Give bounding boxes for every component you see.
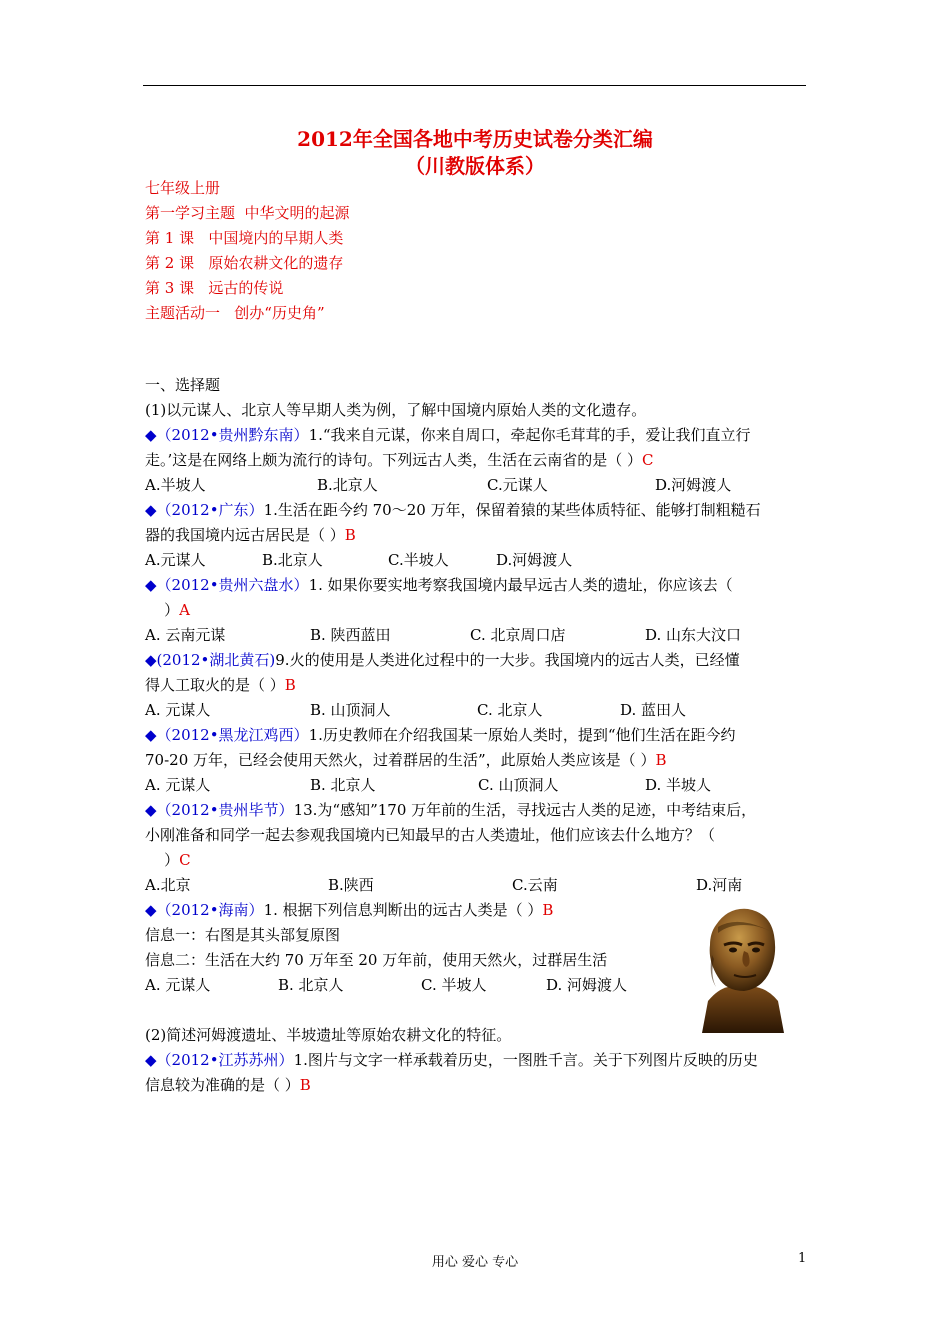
page-footer: 用心 爱心 专心 <box>431 1255 519 1270</box>
answer-options <box>145 873 810 898</box>
option: A.北京 <box>145 876 191 894</box>
option: B. 北京人 <box>310 776 376 794</box>
option: D. 河姆渡人 <box>546 976 628 994</box>
question-line: ◆（2012•贵州毕节）13.为“感知”170 万年前的生活，寻找远古人类的足迹，中考结束后， <box>145 801 757 819</box>
option: C. 北京人 <box>477 701 543 719</box>
option: C.半坡人 <box>388 551 449 569</box>
question-source: ◆（2012•海南） <box>145 901 264 919</box>
toc-item: 第一学习主题 中华文明的起源 <box>145 204 350 222</box>
page-number: 1 <box>798 1251 807 1266</box>
question-source: ◆（2012•贵州毕节） <box>145 801 294 819</box>
option: A.半坡人 <box>145 476 206 494</box>
option: A. 云南元谋 <box>145 626 226 644</box>
answer-options <box>145 698 810 723</box>
peking-man-bust-image <box>688 905 796 1035</box>
question-source: ◆（2012•贵州六盘水） <box>145 576 309 594</box>
option: A. 元谋人 <box>145 776 211 794</box>
answer-options <box>145 773 810 798</box>
option: D.河姆渡人 <box>496 551 573 569</box>
answer-mark: B <box>284 676 296 694</box>
table-of-contents <box>145 176 350 326</box>
answer-mark: C <box>179 851 191 869</box>
question-line: 70-20 万年，已经会使用天然火，过着群居的生活”，此原始人类应该是（ ）B <box>145 751 667 769</box>
question-line: ◆（2012•广东）1.生活在距今约 70～20 万年，保留着猿的某些体质特征、能够打制粗糙石 <box>145 501 761 519</box>
option: A.元谋人 <box>145 551 206 569</box>
option: B.北京人 <box>262 551 323 569</box>
answer-mark: A <box>179 601 190 619</box>
option: B. 山顶洞人 <box>310 701 391 719</box>
toc-item: 第 3 课 远古的传说 <box>145 279 284 297</box>
toc-item: 主题活动一 创办“历史角” <box>145 304 325 322</box>
option: A. 元谋人 <box>145 976 211 994</box>
question-source: ◆（2012•贵州黔东南） <box>145 426 309 444</box>
option: D. 蓝田人 <box>620 701 687 719</box>
question-line: ）C <box>145 851 191 869</box>
answer-options <box>145 623 810 648</box>
question-info: 信息二：生活在大约 70 万年至 20 万年前，使用天然火，过群居生活 <box>145 951 608 969</box>
question-line: ◆（2012•贵州六盘水）1. 如果你要实地考察我国境内最早远古人类的遗址，你应该去（ <box>145 576 733 594</box>
question-info: 信息一：右图是其头部复原图 <box>145 926 341 944</box>
answer-mark: B <box>299 1076 311 1094</box>
option: B. 陕西蓝田 <box>310 626 391 644</box>
option: C. 半坡人 <box>421 976 487 994</box>
header-rule <box>143 85 806 86</box>
document-title: 2012年全国各地中考历史试卷分类汇编 <box>297 127 653 151</box>
option: C. 北京周口店 <box>470 626 566 644</box>
option: D.河姆渡人 <box>655 476 732 494</box>
option: A. 元谋人 <box>145 701 211 719</box>
option: D. 半坡人 <box>645 776 712 794</box>
option: C.云南 <box>512 876 558 894</box>
option: C. 山顶洞人 <box>478 776 559 794</box>
answer-options <box>145 473 810 498</box>
question-source: ◆（2012•广东） <box>145 501 264 519</box>
topic-heading: (1)以元谋人、北京人等早期人类为例，了解中国境内原始人类的文化遗存。 <box>145 401 647 419</box>
question-line: ◆(2012•湖北黄石)9.火的使用是人类进化过程中的一大步。我国境内的远古人类，已经懂 <box>145 651 740 669</box>
question-line: 信息较为准确的是（ ）B <box>145 1076 311 1094</box>
question-line: 得人工取火的是（ ）B <box>145 676 296 694</box>
answer-mark: C <box>642 451 654 469</box>
question-source: ◆（2012•黑龙江鸡西） <box>145 726 309 744</box>
option: C.元谋人 <box>487 476 548 494</box>
document-subtitle: （川教版体系） <box>405 154 545 178</box>
option: D. 山东大汶口 <box>645 626 742 644</box>
answer-mark: B <box>542 901 554 919</box>
option: B.北京人 <box>317 476 378 494</box>
answer-options <box>145 548 810 573</box>
toc-item: 七年级上册 <box>145 179 221 197</box>
question-line: 小刚准备和同学一起去参观我国境内已知最早的古人类遗址，他们应该去什么地方？（ <box>145 826 716 844</box>
option: B.陕西 <box>328 876 374 894</box>
answer-mark: B <box>344 526 356 544</box>
option: D.河南 <box>696 876 743 894</box>
question-line: 器的我国境内远古居民是（ ）B <box>145 526 356 544</box>
question-source: ◆（2012•江苏苏州） <box>145 1051 294 1069</box>
question-line: ◆（2012•海南）1. 根据下列信息判断出的远古人类是（ ）B <box>145 901 554 919</box>
section-title: 一、选择题 <box>145 376 221 394</box>
topic-heading: (2)简述河姆渡遗址、半坡遗址等原始农耕文化的特征。 <box>145 1026 512 1044</box>
toc-item: 第 1 课 中国境内的早期人类 <box>145 229 344 247</box>
option: B. 北京人 <box>278 976 344 994</box>
question-line: ）A <box>145 601 190 619</box>
question-line: ◆（2012•黑龙江鸡西）1.历史教师在介绍我国某一原始人类时，提到“他们生活在距今约 <box>145 726 736 744</box>
answer-mark: B <box>655 751 667 769</box>
question-line: ◆（2012•江苏苏州）1.图片与文字一样承载着历史，一图胜千言。关于下列图片反映的历史 <box>145 1051 758 1069</box>
question-line: 走。’这是在网络上颇为流行的诗句。下列远古人类，生活在云南省的是（ ）C <box>145 451 654 469</box>
toc-item: 第 2 课 原始农耕文化的遗存 <box>145 254 344 272</box>
question-source: ◆(2012•湖北黄石) <box>145 651 276 669</box>
question-line: ◆（2012•贵州黔东南）1.“我来自元谋，你来自周口，牵起你毛茸茸的手，爱让我们直立行 <box>145 426 751 444</box>
